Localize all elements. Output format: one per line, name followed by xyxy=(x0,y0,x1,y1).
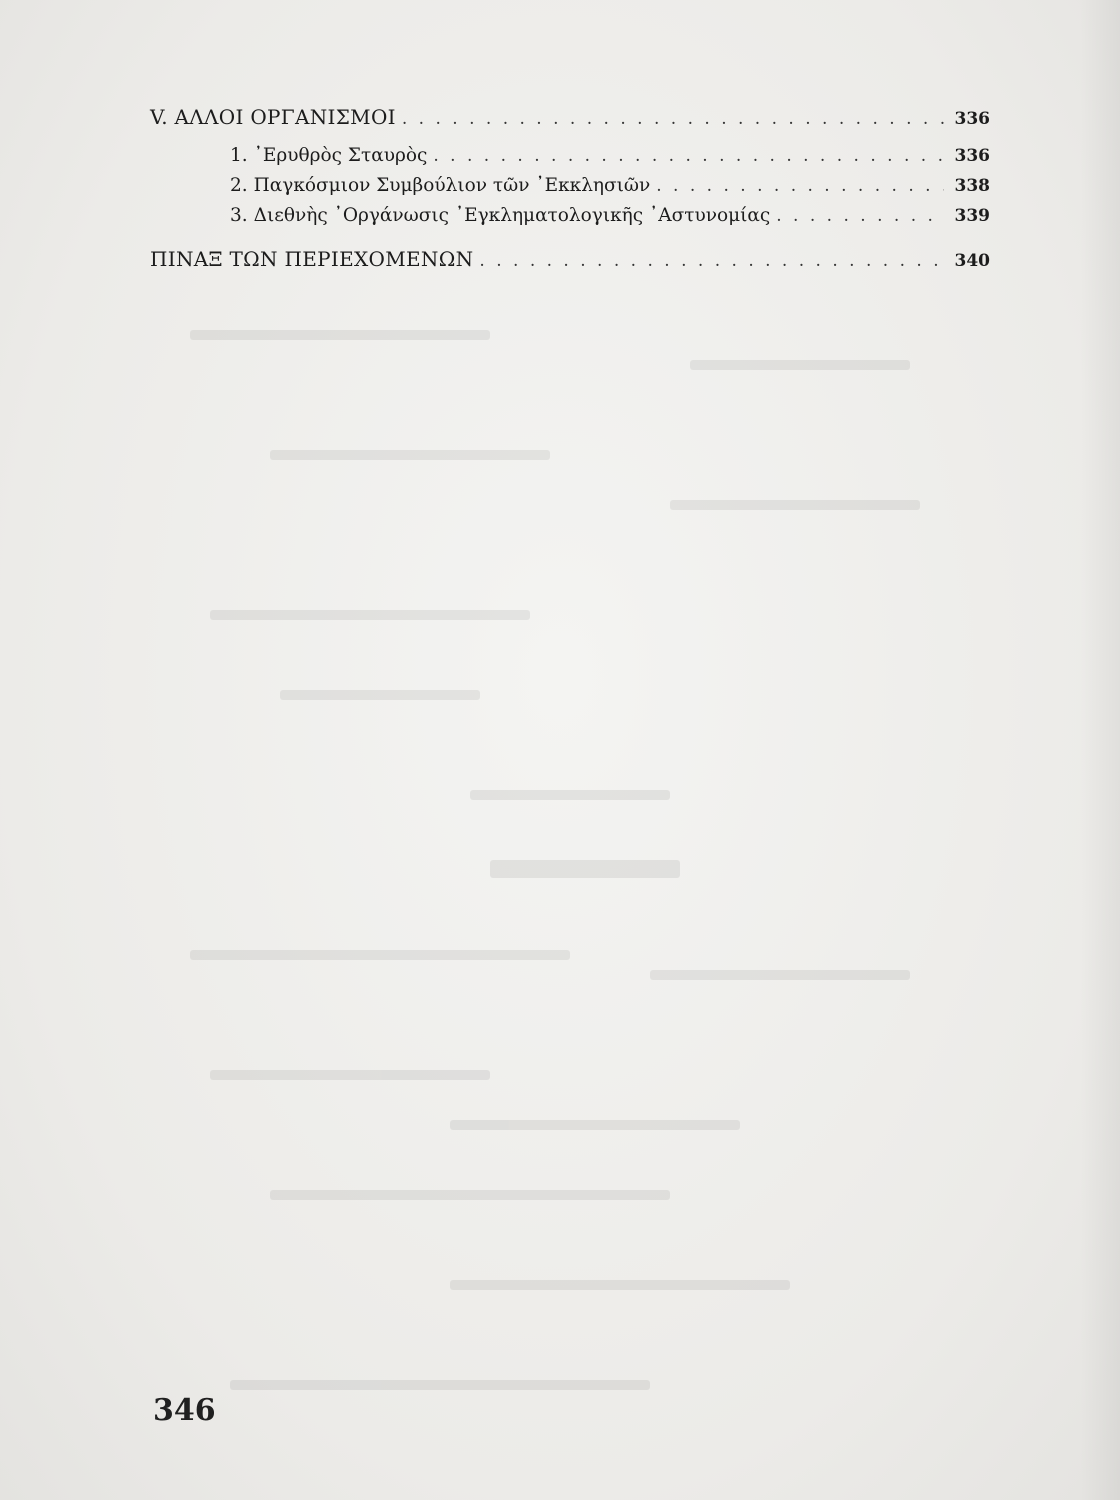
toc-entry-title: ΠΙΝΑΞ ΤΩΝ ΠΕΡΙΕΧΟΜΕΝΩΝ xyxy=(150,247,474,271)
toc-entry-number: 2. xyxy=(230,175,248,196)
toc-page-number: 339 xyxy=(954,206,990,226)
toc-entry-title: V. ΑΛΛΟΙ ΟΡΓΑΝΙΣΜΟΙ xyxy=(150,105,396,129)
dot-leader xyxy=(479,248,944,274)
toc-page-number: 336 xyxy=(954,146,990,166)
toc-entry-number: 1. xyxy=(230,145,248,166)
toc-entry-title: Διεθνὴς ᾿Οργάνωσις ᾿Εγκληματολογικῆς ᾿Αστυνομίας xyxy=(253,205,771,226)
toc-entry-title: ᾿Ερυθρὸς Σταυρὸς xyxy=(253,145,428,166)
page-edge-shadow xyxy=(1080,0,1120,1500)
toc-entry-subsection xyxy=(150,143,990,169)
toc-entry-section xyxy=(150,246,990,272)
toc-page-number: 338 xyxy=(954,176,990,196)
toc-entry-subsection xyxy=(150,173,990,199)
toc-entry-subsection xyxy=(150,203,990,229)
page-number: 346 xyxy=(153,1393,216,1428)
toc-entry-number: 3. xyxy=(230,205,248,226)
dot-leader xyxy=(433,143,944,169)
dot-leader xyxy=(656,173,944,199)
dot-leader xyxy=(776,203,944,229)
toc-entry-title: Παγκόσμιον Συμβούλιον τῶν ᾿Εκκλησιῶν xyxy=(253,175,651,196)
dot-leader xyxy=(402,106,944,132)
show-through-text xyxy=(150,90,1030,1410)
toc-page-number: 340 xyxy=(954,251,990,271)
toc-page-number: 336 xyxy=(954,109,990,129)
toc-entry-section xyxy=(150,104,990,130)
